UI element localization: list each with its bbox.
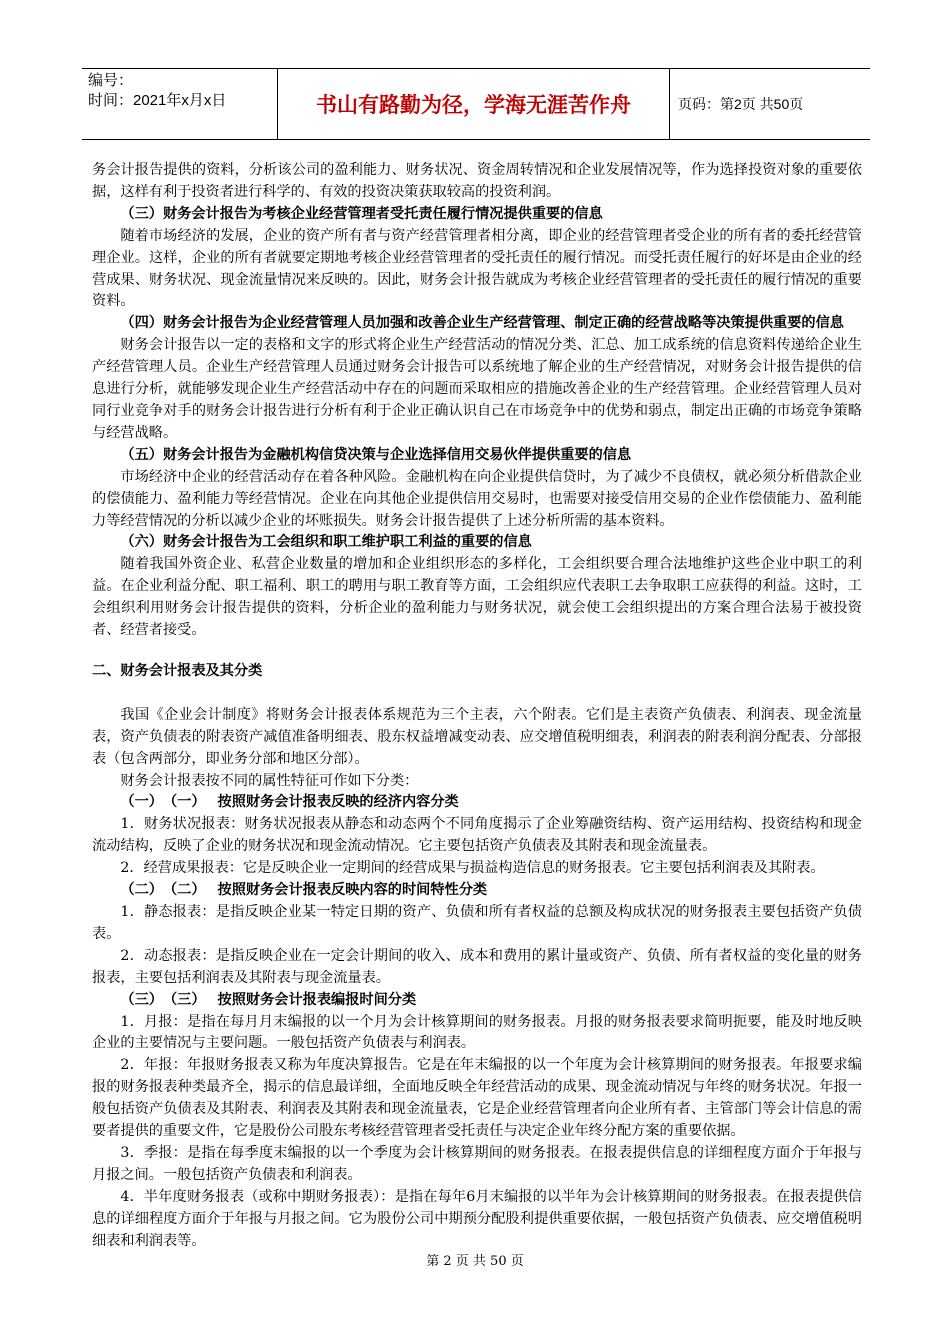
date-label: 时间：2021年x月x日: [88, 92, 227, 109]
paragraph: 财务会计报告以一定的表格和文字的形式将企业生产经营活动的情况分类、汇总、加工成系统的信息资料传递给企业生产经营管理人员。企业生产经营管理人员通过财务会计报告可以系统地了解企业的生产经营情况，对财务会计报告提供的信息进行分析，就能够发现企业生产经营活动中存在的问题而采取相应的措施改善企业的生产经营管理。企业经营管理人员对同行业竞争对手的财务会计报告进行分析有利于企业正确认识自己在市场竞争中的优势和弱点，制定出正确的市场竞争策略与经营战略。: [92, 337, 862, 441]
subsection-heading: （六）财务会计报告为工会组织和职工维护职工利益的重要的信息: [120, 534, 532, 551]
subsection-heading: （三）财务会计报告为考核企业经营管理者受托责任履行情况提供重要的信息: [120, 205, 603, 222]
paragraph: 我国《企业会计制度》将财务会计报表体系规范为三个主表，六个附表。它们是主表资产负债表、利润表、现金流量表，资产负债表的附表资产减值准备明细表、股东权益增减变动表、应交增值税明细表，利润表的附表利润分配表、分部报表（包含两部分，即业务分部和地区分部）。: [92, 706, 862, 767]
section-heading: 二、财务会计报表及其分类: [92, 662, 263, 679]
paragraph: 市场经济中企业的经营活动存在着各种风险。金融机构在向企业提供信贷时，为了减少不良债权，就必须分析借款企业的偿债能力、盈利能力等经营情况。企业在向其他企业提供信用交易时，也需要对接受信用交易的企业作偿债能力、盈利能力等经营情况的分析以减少企业的坏账损失。财务会计报告提供了上述分析所需的基本资料。: [92, 468, 862, 529]
paragraph: 随着我国外资企业、私营企业数量的增加和企业组织形态的多样化，工会组织要合理合法地维护这些企业中职工的利益。在企业利益分配、职工福利、职工的聘用与职工教育等方面，工会组织应代表职工去争取职工应获得的利益。这时，工会组织利用财务会计报告提供的资料，分析企业的盈利能力与财务状况，就会使工会组织提出的方案合理合法易于被投资者、经营者接受。: [92, 556, 862, 639]
header-motto: 书山有路勤为径，学海无涯苦作舟: [278, 69, 670, 139]
paragraph: 2．动态报表：是指反映企业在一定会计期间的收入、成本和费用的累计量或资产、负债、所有者权益的变化量的财务报表，主要包括利润表及其附表与现金流量表。: [92, 947, 862, 986]
subsection-heading: （五）财务会计报告为金融机构信贷决策与企业选择信用交易伙伴提供重要的信息: [120, 446, 632, 463]
subsection-heading: （三） （三） 按照财务会计报表编报时间分类: [120, 991, 417, 1008]
paragraph: 4．半年度财务报表（或称中期财务报表）：是指在每年6月末编报的以半年为会计核算期间的财务报表。在报表提供信息的详细程度方面介于年报与月报之间。它为股份公司中期预分配股利提供重要依据，一般包括资产负债表、应交增值税明细表和利润表等。: [92, 1188, 862, 1249]
paragraph: 随着市场经济的发展，企业的资产所有者与资产经营管理者相分离，即企业的经营管理者受企业的所有者的委托经营管理企业。这样，企业的所有者就要定期地考核企业经营管理者的受托责任的履行情况。而受托责任履行的好坏是由企业的经营成果、财务状况、现金流量情况来反映的。因此，财务会计报告就成为考核企业经营管理者的受托责任的履行情况的重要资料。: [92, 227, 862, 310]
header-meta: [82, 69, 278, 139]
paragraph: 3．季报：是指在每季度末编报的以一个季度为会计核算期间的财务报表。在报表提供信息的详细程度方面介于年报与月报之间。一般包括资产负债表和利润表。: [92, 1144, 862, 1183]
page-footer: 第 2 页 共 50 页: [426, 1254, 524, 1269]
subsection-heading: （四）财务会计报告为企业经营管理人员加强和改善企业生产经营管理、制定正确的经营战略等决策提供重要的信息: [120, 315, 844, 332]
serial-label: 编号：: [88, 72, 134, 89]
paragraph: 财务会计报表按不同的属性特征可作如下分类：: [120, 772, 419, 789]
paragraph: 1．月报：是指在每月月末编报的以一个月为会计核算期间的财务报表。月报的财务报表要求简明扼要，能及时地反映企业的主要情况与主要问题。一般包括资产负债表与利润表。: [92, 1013, 862, 1052]
subsection-heading: （二） （二） 按照财务会计报表反映内容的时间特性分类: [120, 882, 488, 899]
paragraph: 务会计报告提供的资料，分析该公司的盈利能力、财务状况、资金周转情况和企业发展情况等，作为选择投资对象的重要依据，这样有利于投资者进行科学的、有效的投资决策获取较高的投资利润。: [92, 162, 862, 200]
page-header: [82, 68, 870, 140]
paragraph: 1．财务状况报表：财务状况报表从静态和动态两个不同角度揭示了企业筹融资结构、资产运用结构、投资结构和现金流动结构，反映了企业的财务状况和现金流动情况。它主要包括资产负债表及其附表和现金流量表。: [92, 816, 862, 855]
paragraph: 2．年报：年报财务报表又称为年度决算报告。它是在年末编报的以一个年度为会计核算期间的财务报表。年报要求编报的财务报表种类最齐全，揭示的信息最详细，全面地反映全年经营活动的成果、现金流动情况与年终的财务状况。年报一般包括资产负债表及其附表、利润表及其附表和现金流量表，它是企业经营管理者向企业所有者、主管部门等会计信息的需要者提供的重要文件，它是股份公司股东考核经营管理者受托责任与决定企业年终分配方案的重要依据。: [92, 1057, 862, 1140]
paragraph: 2．经营成果报表：它是反映企业一定期间的经营成果与损益构造信息的财务报表。它主要包括利润表及其附表。: [120, 860, 825, 877]
subsection-heading: （一） （一） 按照财务会计报表反映的经济内容分类: [120, 794, 459, 811]
header-page-info: 页码：第2页 共50页: [678, 96, 804, 112]
paragraph: 1．静态报表：是指反映企业某一特定日期的资产、负债和所有者权益的总额及构成状况的财务报表主要包括资产负债表。: [92, 904, 862, 942]
document-body: [92, 160, 862, 1253]
